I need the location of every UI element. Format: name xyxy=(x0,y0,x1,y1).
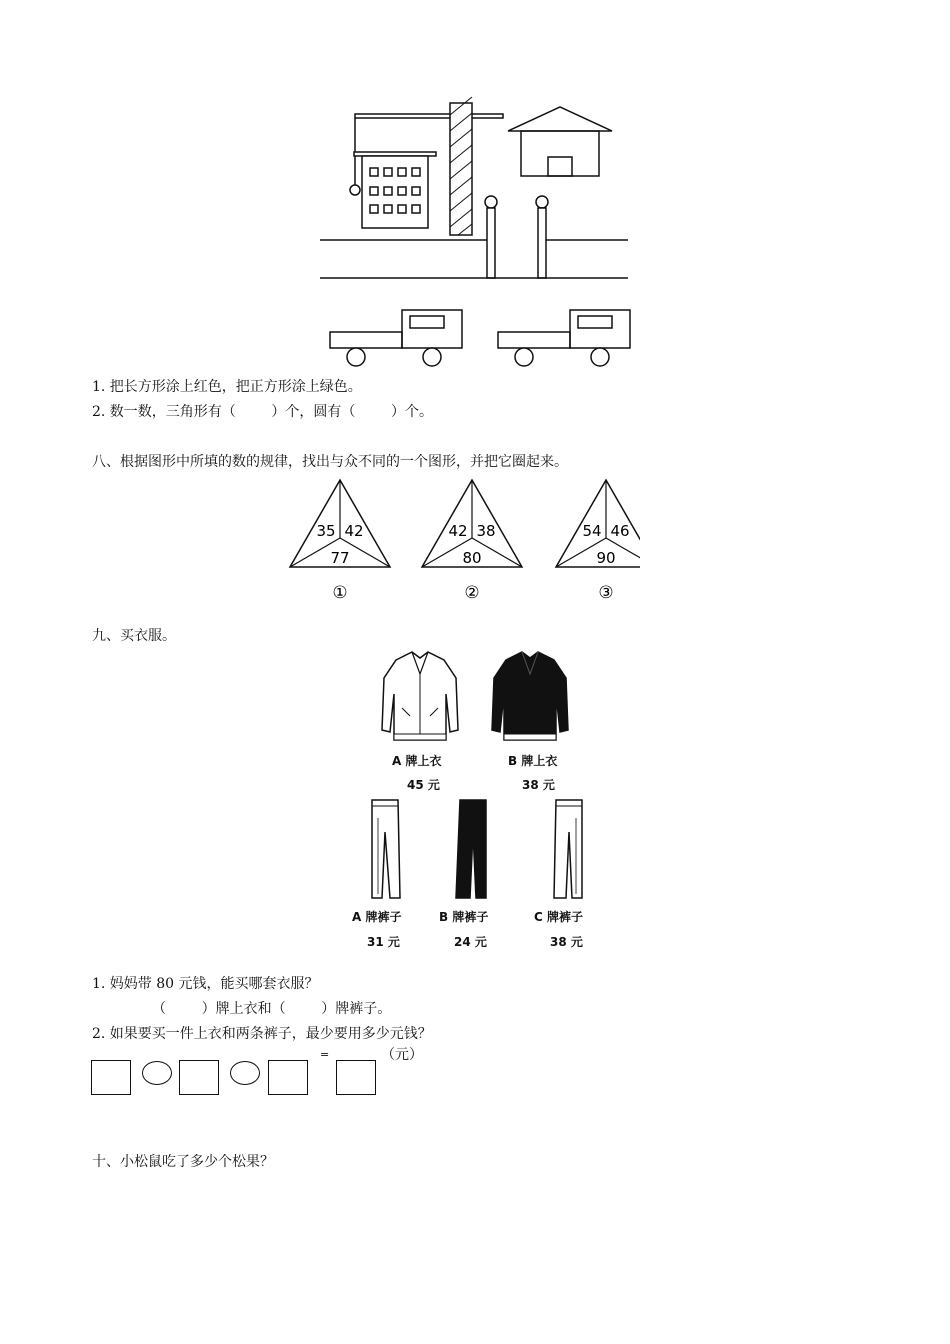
clothes-question-1-answer[interactable]: （ ）牌上衣和（ ）牌裤子。 xyxy=(152,1001,392,1017)
triangle-2-left-number: 42 xyxy=(448,522,468,540)
jacket-a-name: A 牌上衣 xyxy=(392,754,442,768)
triangle-1-label: ① xyxy=(332,583,348,603)
triangle-1-right-number: 42 xyxy=(344,522,364,540)
pants-b-price: 24 元 xyxy=(454,935,487,949)
triangle-3-bottom-number: 90 xyxy=(596,549,616,567)
triangle-3-label: ③ xyxy=(598,583,614,603)
pants-c-price: 38 元 xyxy=(550,935,583,949)
answer-box-2[interactable] xyxy=(179,1060,219,1095)
jacket-b-price: 38 元 xyxy=(522,778,555,792)
triangle-3-right-number: 46 xyxy=(610,522,630,540)
operator-oval-2[interactable] xyxy=(230,1061,260,1085)
triangle-2-bottom-number: 80 xyxy=(462,549,482,567)
answer-box-1[interactable] xyxy=(91,1060,131,1095)
jacket-a-price: 45 元 xyxy=(407,778,440,792)
jacket-b-name: B 牌上衣 xyxy=(508,754,558,768)
triangle-1-left-number: 35 xyxy=(316,522,336,540)
jacket-a-icon xyxy=(378,648,462,750)
equals-sign: = xyxy=(320,1048,330,1061)
pants-b-name: B 牌裤子 xyxy=(439,910,489,924)
answer-box-result[interactable] xyxy=(336,1060,376,1095)
clothes-question-1: 1. 妈妈带 80 元钱，能买哪套衣服？ xyxy=(92,976,319,992)
number-triangle-3[interactable] xyxy=(556,480,640,603)
number-triangle-1[interactable] xyxy=(290,480,390,603)
triangle-2-right-number: 38 xyxy=(476,522,496,540)
pants-c-name: C 牌裤子 xyxy=(534,910,583,924)
scene-question-2: 2. 数一数，三角形有（ ）个，圆有（ ）个。 xyxy=(92,404,434,420)
pants-b-icon xyxy=(452,798,492,902)
triangle-1-bottom-number: 77 xyxy=(330,549,350,567)
pants-a-name: A 牌裤子 xyxy=(352,910,402,924)
pants-a-icon xyxy=(366,798,406,902)
operator-oval-1[interactable] xyxy=(142,1061,172,1085)
jacket-b-icon xyxy=(488,648,572,750)
triangles-figure xyxy=(280,470,640,610)
section-9-title: 九、买衣服。 xyxy=(92,628,176,644)
clothes-question-2: 2. 如果要买一件上衣和两条裤子，最少要用多少元钱？ xyxy=(92,1026,432,1042)
triangle-2-label: ② xyxy=(464,583,480,603)
scene-picture xyxy=(310,95,640,375)
unit-label: （元） xyxy=(381,1047,423,1063)
section-10-title: 十、小松鼠吃了多少个松果？ xyxy=(92,1154,274,1170)
number-triangle-2[interactable] xyxy=(422,480,522,603)
pants-c-icon xyxy=(548,798,588,902)
triangle-3-left-number: 54 xyxy=(582,522,602,540)
section-8-title: 八、根据图形中所填的数的规律，找出与众不同的一个图形，并把它圈起来。 xyxy=(92,454,568,470)
pants-a-price: 31 元 xyxy=(367,935,400,949)
scene-question-1: 1. 把长方形涂上红色，把正方形涂上绿色。 xyxy=(92,379,362,395)
answer-box-3[interactable] xyxy=(268,1060,308,1095)
